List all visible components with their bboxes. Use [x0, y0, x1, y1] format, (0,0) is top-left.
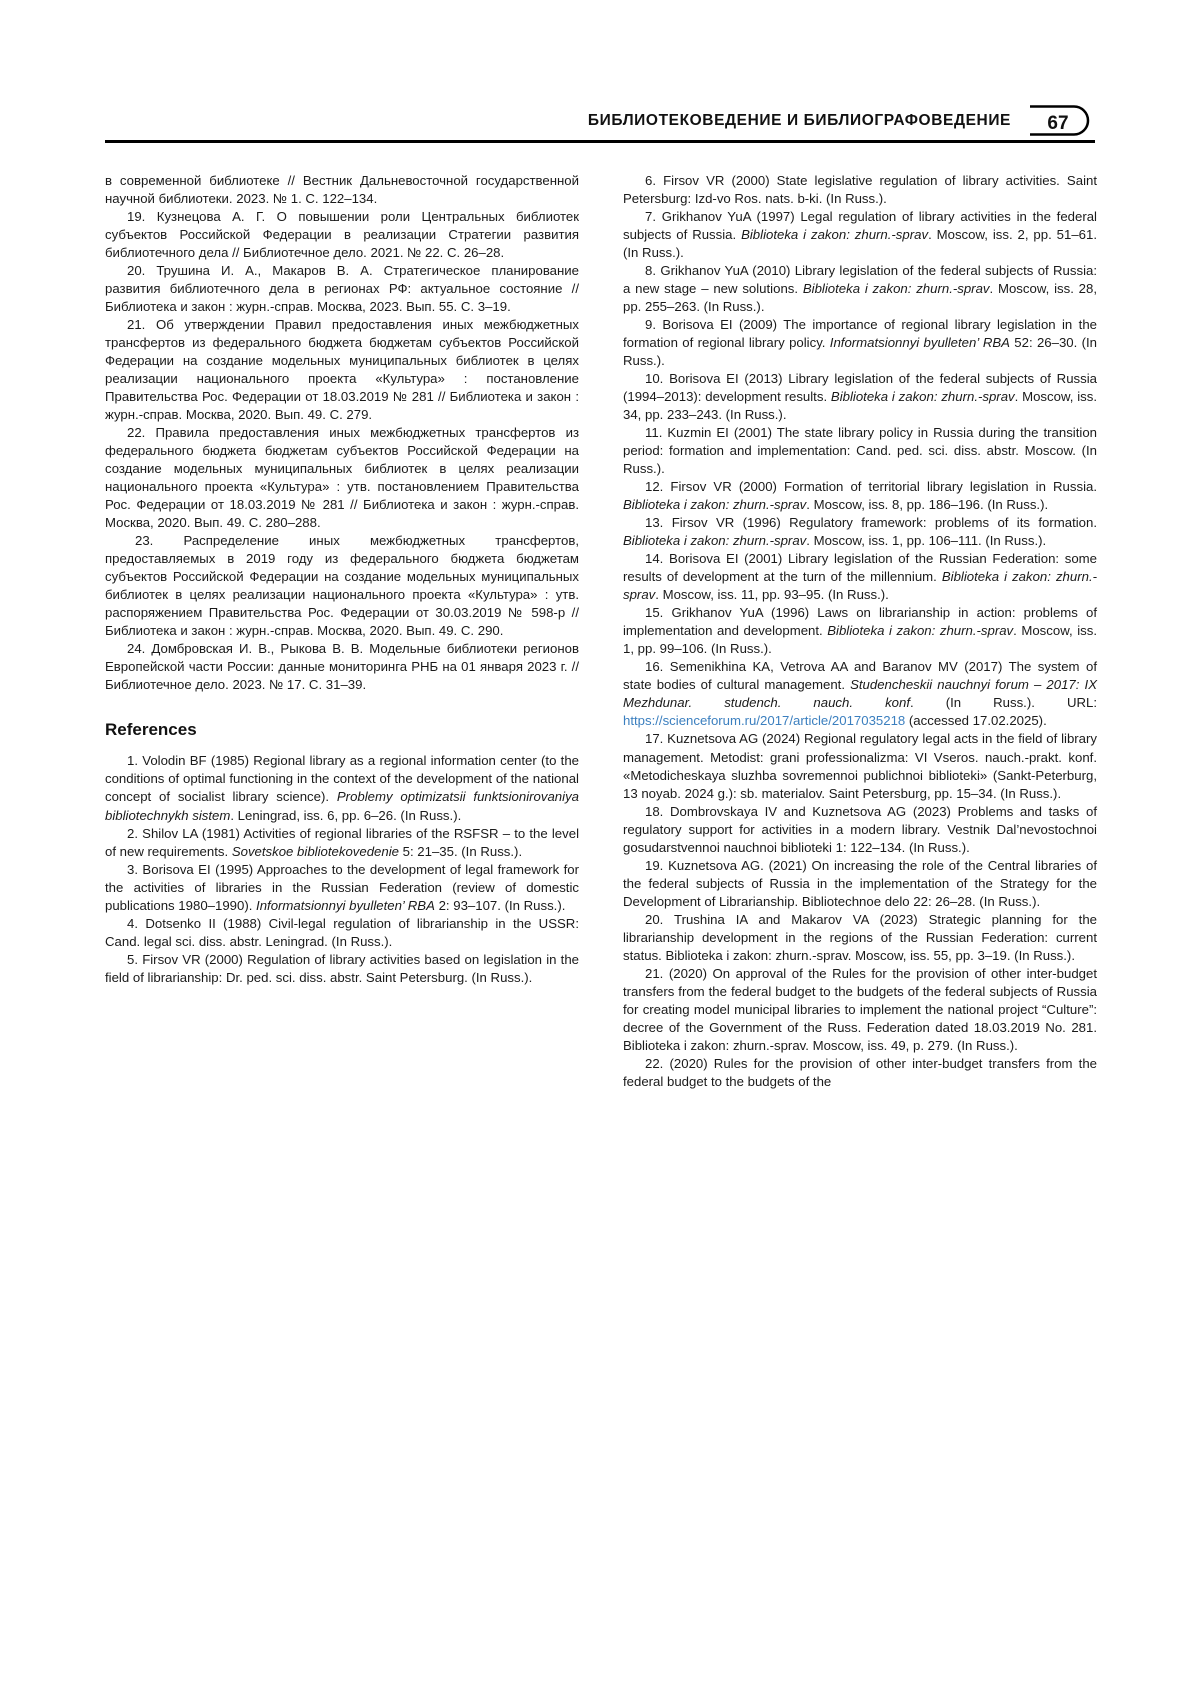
reference-item: 2. Shilov LA (1981) Activities of regional libraries of the RSFSR – to the level of new requirements. Sovetskoe bibliotekovedenie 5: 21–35. (In Russ.).: [105, 825, 579, 859]
running-head-title: БИБЛИОТЕКОВЕДЕНИЕ И БИБЛИОГРАФОВЕДЕНИЕ: [587, 112, 1011, 129]
russian-bibliography-list: [105, 208, 579, 694]
reference-item: 14. Borisova EI (2001) Library legislation of the Russian Federation: some results of development at the turn of the millennium. Biblioteka i zakon: zhurn.-sprav. Moscow, iss. 11, pp. 93–95. (In Russ.).: [623, 551, 1098, 603]
page-number: 67: [1047, 113, 1069, 134]
references-list-left: [105, 752, 579, 986]
list-item: 21. Об утверждении Правил предоставления иных межбюджетных трансфертов из федерального бюджета бюджетам субъектов Российской Федерации на создание модельных муниципальных библиотек в целях реализации национального проекта «Культура» : постановление Правительства Рос. Федерации от 18.03.2019 № 281 // Библиотека и закон : журн.-справ. Москва, 2020. Вып. 49. С. 279.: [105, 317, 579, 423]
list-item: 19. Кузнецова А. Г. О повышении роли Центральных библиотек субъектов Российской Федерации в реализации Стратегии развития библиотечного дела // Библиотечное дело. 2021. № 22. С. 26–28.: [105, 209, 579, 261]
reference-item: 4. Dotsenko II (1988) Civil-legal regulation of librarianship in the USSR: Cand. legal sci. diss. abstr. Leningrad. (In Russ.).: [105, 915, 579, 949]
list-item: 20. Трушина И. А., Макаров В. А. Стратегическое планирование развития библиотечного дела в регионах РФ: актуальное состояние // Библиотека и закон : журн.-справ. Москва, 2023. Вып. 55. С. 3–19.: [105, 263, 579, 315]
reference-item: 5. Firsov VR (2000) Regulation of library activities based on legislation in the field of librarianship: Dr. ped. sci. diss. abstr. Saint Petersburg. (In Russ.).: [105, 951, 579, 985]
reference-item: 8. Grikhanov YuA (2010) Library legislation of the federal subjects of Russia: a new stage – new solutions. Biblioteka i zakon: zhurn.-sprav. Moscow, iss. 28, pp. 255–263. (In Russ.).: [623, 263, 1097, 315]
list-item: 22. Правила предоставления иных межбюджетных трансфертов из федерального бюджета бюджетам субъектов Российской Федерации на создание модельных муниципальных библиотек в целях реализации национального проекта «Культура» : утв. постановлением Правительства Рос. Федерации от 18.03.2019 № 281 // Библиотека и закон : журн.-справ. Москва, 2020. Вып. 49. С. 280–288.: [105, 425, 579, 531]
page-header: [105, 110, 1095, 150]
page-number-badge: [1030, 104, 1102, 146]
reference-item: 12. Firsov VR (2000) Formation of territorial library legislation in Russia. Biblioteka i zakon: zhurn.-sprav. Moscow, iss. 8, pp. 186–196. (In Russ.).: [623, 479, 1097, 513]
reference-item: 3. Borisova EI (1995) Approaches to the development of legal framework for the activities of libraries in the Russian Federation (review of domestic publications 1980–1990). Informatsionnyi byulleten’ RBA 2: 93–107. (In Russ.).: [105, 861, 579, 913]
reference-item: 20. Trushina IA and Makarov VA (2023) Strategic planning for the librarianship development in the regions of the Russian Federation: current status. Biblioteka i zakon: zhurn.-sprav. Moscow, iss. 55, pp. 3–19. (In Russ.).: [623, 911, 1097, 963]
reference-item: 18. Dombrovskaya IV and Kuznetsova AG (2023) Problems and tasks of regulatory support for activities in a modern library. Vestnik Dal’nevostochnoi gosudarstvennoi nauchnoi biblioteki 1: 122–134. (In Russ.).: [623, 803, 1097, 855]
list-item: 23. Распределение иных межбюджетных трансфертов, предоставляемых в 2019 году из федерального бюджета бюджетам субъектов Российской Федерации на создание модельных муниципальных библиотек в целях реализации национального проекта «Культура» : утв. распоряжением Правительства Рос. Федерации от 30.03.2019 № 598-р // Библиотека и закон : журн.-справ. Москва, 2020. Вып. 49. С. 290.: [105, 533, 579, 639]
reference-item: 11. Kuzmin EI (2001) The state library policy in Russia during the transition period: formation and implementation: Cand. ped. sci. diss. abstr. Moscow. (In Russ.).: [623, 425, 1097, 477]
reference-item: 22. (2020) Rules for the provision of other inter-budget transfers from the federal budget to the budgets of the: [623, 1055, 1097, 1089]
reference-item: 7. Grikhanov YuA (1997) Legal regulation of library activities in the federal subjects of Russia. Biblioteka i zakon: zhurn.-sprav. Moscow, iss. 2, pp. 51–61. (In Russ.).: [623, 209, 1098, 261]
header-rule: [105, 140, 1095, 143]
reference-item: 9. Borisova EI (2009) The importance of regional library legislation in the formation of regional library policy. Informatsionnyi byulleten’ RBA 52: 26–30. (In Russ.).: [623, 317, 1097, 369]
right-column: [623, 172, 1097, 1091]
reference-item: 21. (2020) On approval of the Rules for the provision of other inter-budget transfers from the federal budget to the budgets of the federal subjects of Russia for creating model municipal libraries to implement the national project “Culture”: decree of the Government of the Russ. Federation dated 18.03.2019 No. 281. Biblioteka i zakon: zhurn.-sprav. Moscow, iss. 49, p. 279. (In Russ.).: [623, 965, 1097, 1053]
reference-item: 6. Firsov VR (2000) State legislative regulation of library activities. Saint Petersburg: Izd-vo Ros. nats. b-ki. (In Russ.).: [623, 173, 1097, 207]
references-list-right: [623, 172, 1097, 1091]
references-heading: References: [105, 720, 197, 740]
reference-item: 17. Kuznetsova AG (2024) Regional regulatory legal acts in the field of library management. Metodist: grani professionalizma: VI Vseros. nauch.-prakt. konf. «Metodicheskaya sluzhba sovremennoi publichnoi biblioteki» (Sankt-Peterburg, 13 noyab. 2024 g.): sb. materialov. Saint Petersburg, pp. 15–34. (In Russ.).: [623, 731, 1097, 801]
reference-item: 15. Grikhanov YuA (1996) Laws on librarianship in action: problems of implementation and development. Biblioteka i zakon: zhurn.-sprav. Moscow, iss. 1, pp. 99–106. (In Russ.).: [623, 605, 1097, 657]
left-column: [105, 172, 579, 987]
two-column-body: [105, 172, 1098, 1091]
reference-item: 19. Kuznetsova AG. (2021) On increasing the role of the Central libraries of the federal subjects of Russia in the implementation of the Strategy for the Development of Librarianship. Bibliotechnoe delo 22: 26–28. (In Russ.).: [623, 857, 1097, 909]
continuation-paragraph: в современной библиотеке // Вестник Дальневосточной государственной научной библиотеки. 2023. № 1. С. 122–134.: [105, 173, 579, 207]
reference-item: 16. Semenikhina KA, Vetrova AA and Baranov MV (2017) The system of state bodies of cultural management. Studencheskii nauchnyi forum – 2017: IX Mezhdunar. studench. nauch. konf. (In Russ.). URL: https://scienceforum.ru/2017/article/2017035218 (accessed 17.02.2025).: [623, 659, 1097, 729]
reference-item: 1. Volodin BF (1985) Regional library as a regional information center (to the conditions of optimal functioning in the context of the development of the national concept of socialist library science). Problemy optimizatsii funktsionirovaniya bibliotechnykh sistem. Leningrad, iss. 6, pp. 6–26. (In Russ.).: [105, 753, 579, 823]
reference-item: 13. Firsov VR (1996) Regulatory framework: problems of its formation. Biblioteka i zakon: zhurn.-sprav. Moscow, iss. 1, pp. 106–111. (In Russ.).: [623, 515, 1097, 549]
reference-item: 10. Borisova EI (2013) Library legislation of the federal subjects of Russia (1994–2013): development results. Biblioteka i zakon: zhurn.-sprav. Moscow, iss. 34, pp. 233–243. (In Russ.).: [623, 371, 1097, 423]
list-item: 24. Домбровская И. В., Рыкова В. В. Модельные библиотеки регионов Европейской части России: данные мониторинга РНБ на 01 января 2023 г. // Библиотечное дело. 2023. № 17. С. 31–39.: [105, 641, 579, 693]
